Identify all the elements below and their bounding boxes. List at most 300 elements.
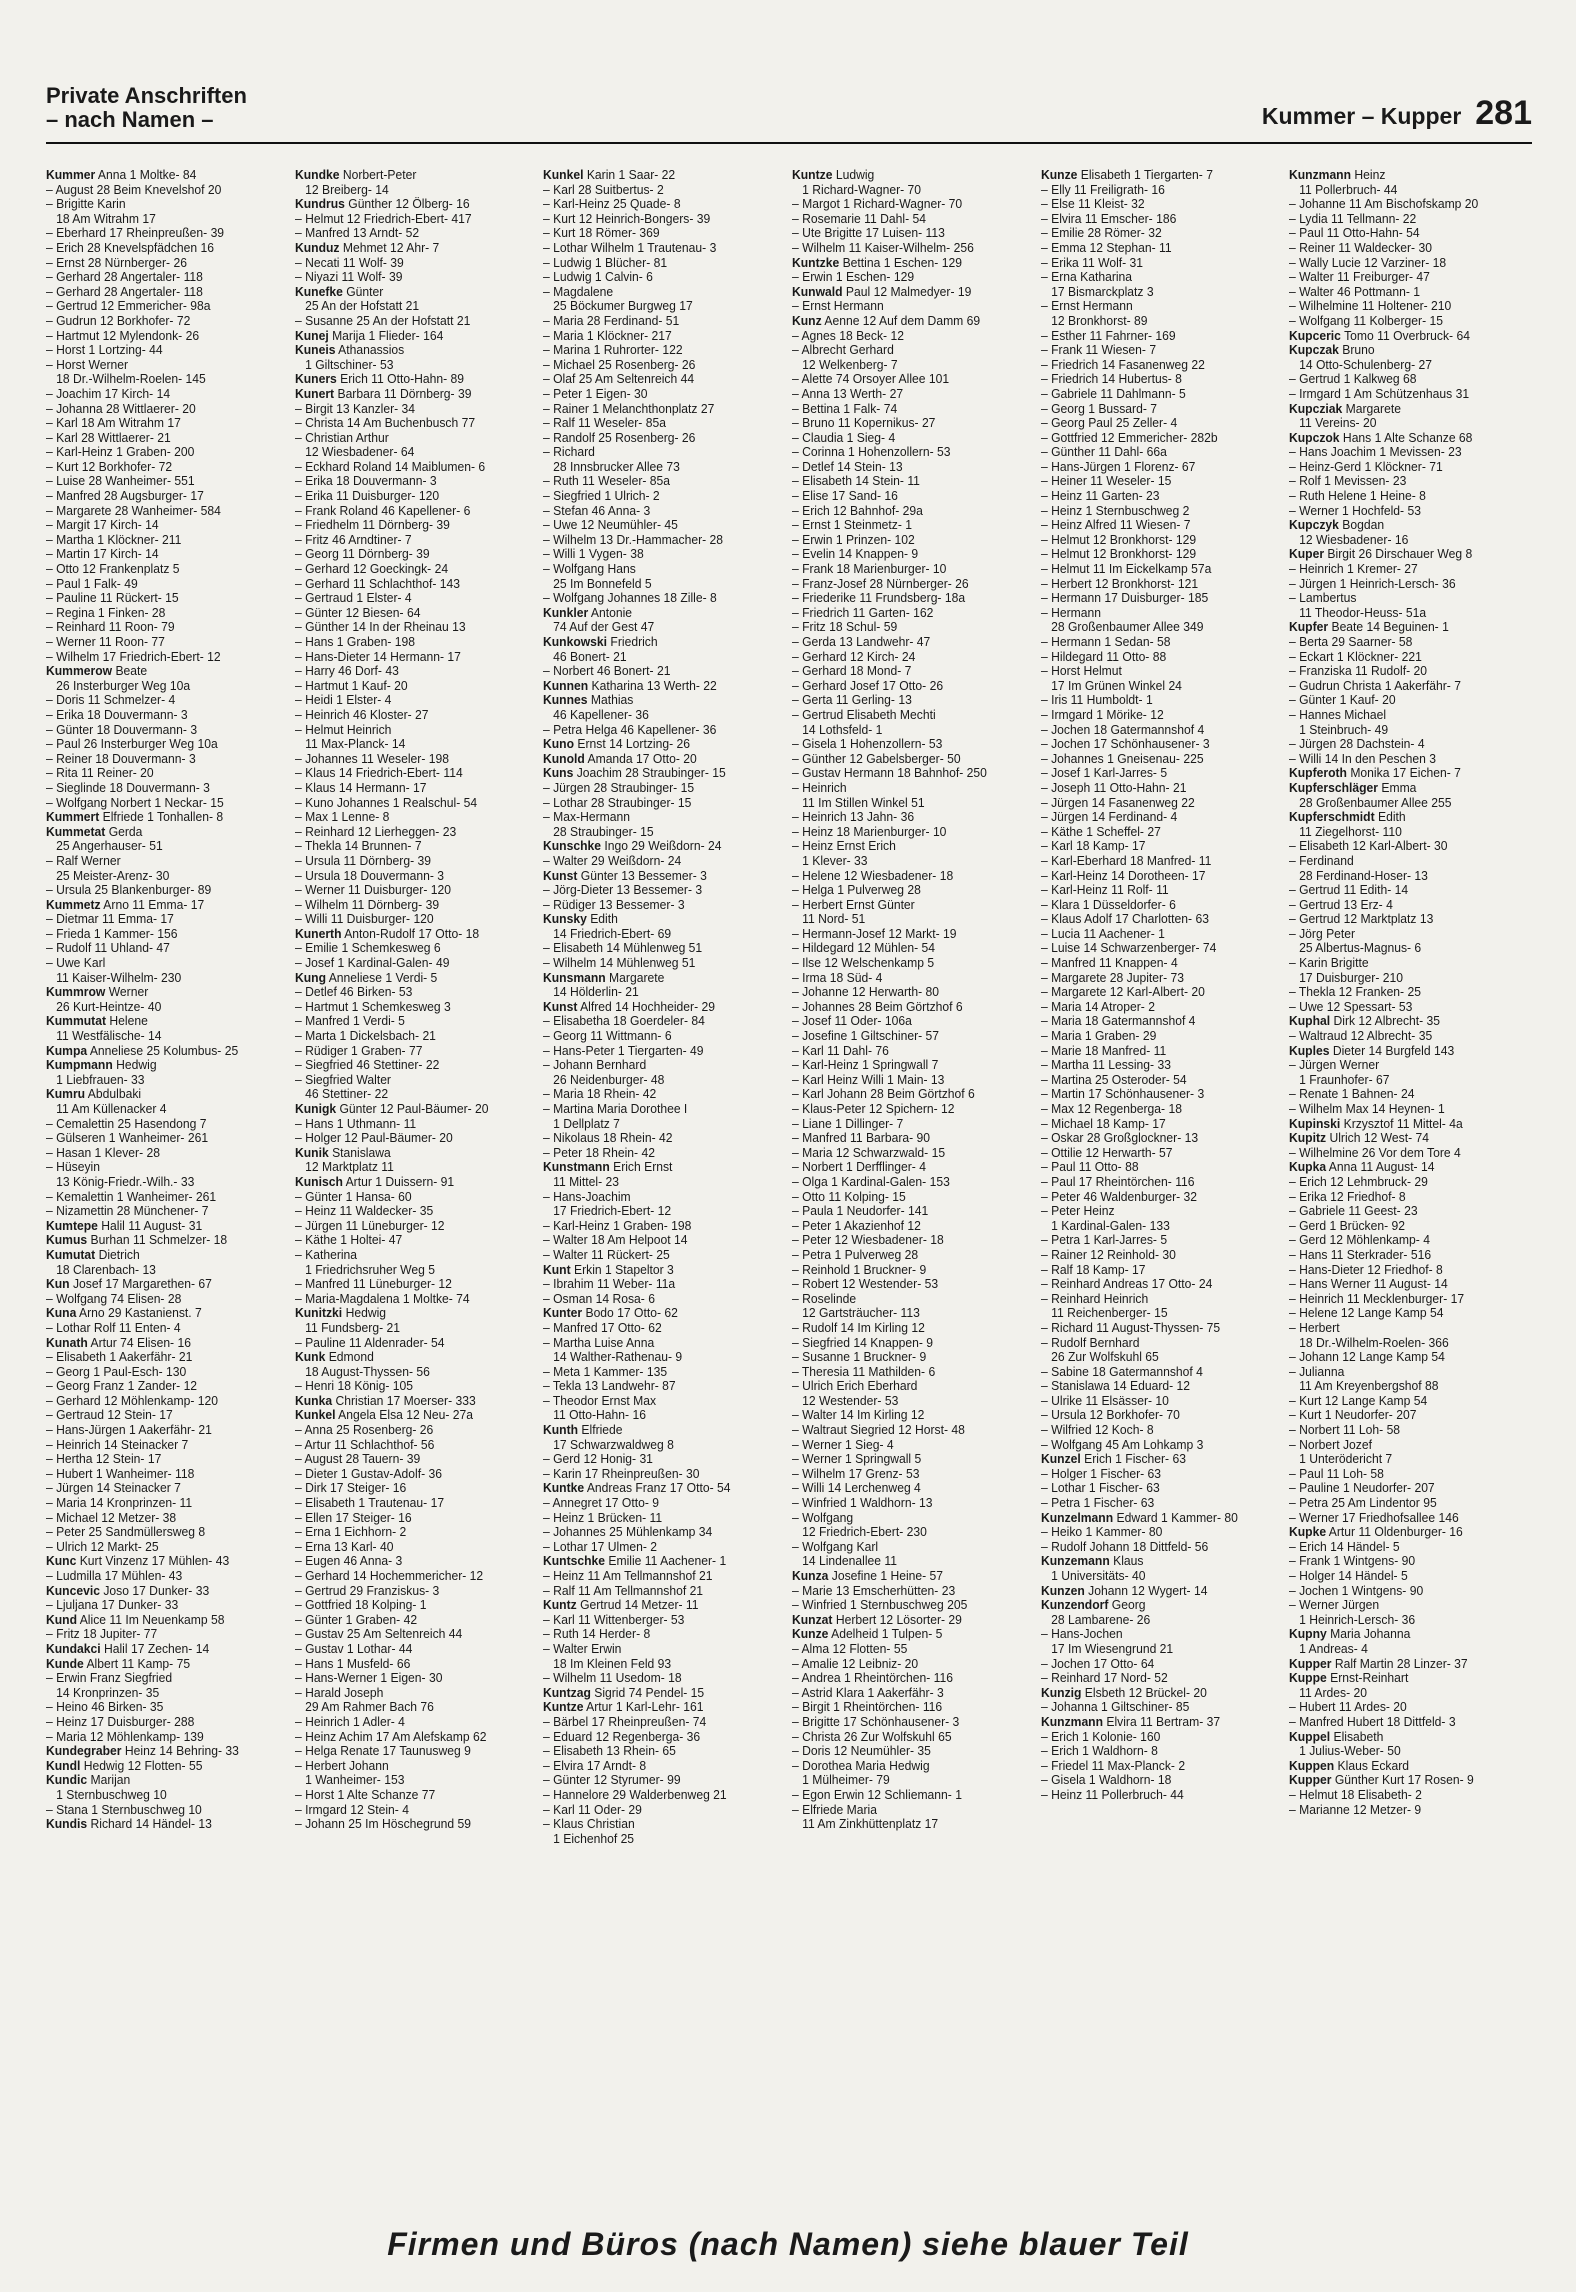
directory-entry: – Josefine 1 Giltschiner- 57 — [792, 1028, 940, 1044]
directory-entry: – Elly 11 Freiligrath- 16 — [1040, 181, 1165, 197]
directory-entry: – Johannes 1 Gneisenau- 225 — [1040, 750, 1204, 766]
directory-entry: – Helmut 12 Bronkhorst- 129 — [1040, 546, 1196, 562]
surname: Kunzmann — [1289, 168, 1352, 182]
surname: Kummer — [46, 168, 96, 182]
directory-entry: – Karl 11 Oder- 29 — [543, 1801, 643, 1817]
directory-entry: – Susanne 1 Bruckner- 9 — [792, 1349, 927, 1365]
directory-entry: – Margarete 28 Jupiter- 73 — [1040, 969, 1184, 985]
directory-entry: – Bettina 1 Falk- 74 — [792, 400, 898, 416]
directory-entry: – Bärbel 17 Rheinpreußen- 74 — [543, 1713, 707, 1729]
directory-entry: – Werner 1 Hochfeld- 53 — [1289, 502, 1422, 518]
directory-entry: – Lothar 1 Fischer- 63 — [1040, 1480, 1160, 1496]
directory-entry: – Erika 18 Douvermann- 3 — [46, 706, 188, 722]
directory-entry: – Reinhard 17 Nord- 52 — [1040, 1670, 1168, 1686]
directory-entry: – Elisabeth 12 Karl-Albert- 30 — [1289, 838, 1448, 854]
directory-entry: – Jürgen 28 Dachstein- 4 — [1289, 736, 1425, 752]
directory-entry: – Dorothea Maria Hedwig — [792, 1757, 930, 1773]
directory-entry: – Wolfgang Johannes 18 Zille- 8 — [543, 590, 718, 606]
directory-entry: – Marta 1 Dickelsbach- 21 — [294, 1028, 436, 1044]
directory-entry: – Otto 12 Frankenplatz 5 — [46, 561, 180, 577]
directory-entry: – Eduard 12 Regenberga- 36 — [543, 1728, 701, 1744]
directory-entry: 1 Giltschiner- 53 — [294, 356, 394, 372]
directory-entry: – Gertrud Elisabeth Mechti — [792, 706, 936, 722]
directory-entry: – Wally Lucie 12 Varziner- 18 — [1289, 254, 1447, 270]
directory-entry: – Johannes 25 Mühlenkamp 34 — [543, 1524, 713, 1540]
directory-entry: – Karl 28 Wittlaerer- 21 — [46, 429, 171, 445]
directory-entry: – Elisabeth 14 Mühlenweg 51 — [543, 940, 703, 956]
directory-entry: – Pauline 11 Rückert- 15 — [46, 590, 179, 606]
directory-entry: – Olaf 25 Am Seltenreich 44 — [543, 371, 695, 387]
directory-entry: 11 Nord- 51 — [792, 911, 866, 927]
directory-entry: – Manfred 11 Barbara- 90 — [792, 1130, 931, 1146]
directory-entry: 17 Im Wiesengrund 21 — [1040, 1640, 1173, 1656]
directory-entry: – Erwin 1 Prinzen- 102 — [792, 531, 915, 547]
directory-entry: – Erwin Franz Siegfried — [46, 1670, 173, 1686]
directory-entry: – Hans-Jürgen 1 Aakerfähr- 21 — [46, 1422, 212, 1438]
directory-entry: 46 Kapellener- 36 — [543, 706, 650, 722]
surname: Kuntze — [543, 1699, 584, 1715]
directory-entry: – Werner 1 Sieg- 4 — [792, 1436, 894, 1452]
directory-entry: – Heinz 17 Duisburger- 288 — [46, 1713, 195, 1729]
directory-entry: Kumutat Dietrich — [46, 1246, 140, 1262]
directory-entry: – Petra 25 Am Lindentor 95 — [1289, 1495, 1438, 1511]
directory-entry: – Hans-Dieter 14 Hermann- 17 — [294, 648, 461, 664]
directory-entry: – Helmut Heinrich — [294, 721, 392, 737]
directory-entry: Kumpmann Hedwig — [46, 1057, 157, 1073]
directory-entry: – Regina 1 Finken- 28 — [46, 604, 166, 620]
directory-entry: – Niyazi 11 Wolf- 39 — [294, 269, 403, 285]
directory-entry: – Manfred 11 Knappen- 4 — [1040, 955, 1178, 971]
directory-entry: – Ernst 1 Steinmetz- 1 — [792, 517, 913, 533]
surname: Kuntzag — [543, 1684, 592, 1700]
directory-entry: Kuper Birgit 26 Dirschauer Weg 8 — [1289, 546, 1473, 562]
section-title-line1: Private Anschriften — [46, 83, 247, 108]
surname: Kunold — [543, 750, 586, 766]
directory-entry: Kunzendorf Georg — [1040, 1597, 1146, 1613]
surname: Kunath — [46, 1334, 88, 1350]
directory-entry: – Rudolf 14 Im Kirling 12 — [792, 1319, 925, 1335]
directory-entry: – Ljuljana 17 Dunker- 33 — [46, 1597, 179, 1613]
directory-entry: – Georg Franz 1 Zander- 12 — [46, 1378, 198, 1394]
directory-entry: – Heinrich 1 Adler- 4 — [294, 1713, 405, 1729]
directory-entry: – Frieda 1 Kammer- 156 — [46, 925, 178, 941]
surname: Kung — [294, 969, 326, 985]
directory-entry: – Gisela 1 Waldhorn- 18 — [1040, 1772, 1172, 1788]
directory-entry: – Maria 1 Klöckner- 217 — [543, 327, 673, 343]
directory-entry: – Martha Luise Anna — [543, 1334, 655, 1350]
directory-entry: – Thekla 12 Franken- 25 — [1289, 984, 1422, 1000]
directory-entry: 11 Im Stillen Winkel 51 — [792, 794, 925, 810]
directory-entry: – Karl-Heinz 1 Springwall 7 — [792, 1057, 939, 1073]
directory-entry: – Holger 12 Paul-Bäumer- 20 — [294, 1130, 453, 1146]
directory-entry: – Peter 25 Sandmüllersweg 8 — [46, 1524, 206, 1540]
directory-entry: Kummer Anna 1 Moltke- 84 — [46, 168, 197, 182]
directory-entry: – Johanna 28 Wittlaerer- 20 — [46, 400, 196, 416]
directory-entry: – Wolfgang 11 Kolberger- 15 — [1289, 312, 1444, 328]
directory-entry: – Rudolf Bernhard — [1040, 1334, 1140, 1350]
directory-entry: – Winfried 1 Sternbuschweg 205 — [792, 1597, 968, 1613]
directory-entry: – Lothar Wilhelm 1 Trautenau- 3 — [543, 239, 717, 255]
directory-entry: – Johann Bernhard — [543, 1057, 647, 1073]
directory-entry: – Walter 11 Freiburger- 47 — [1289, 269, 1431, 285]
directory-entry: – Georg 1 Bussard- 7 — [1040, 400, 1157, 416]
directory-entry: – Werner 1 Springwall 5 — [792, 1451, 922, 1467]
directory-entry: – Reiner 18 Douvermann- 3 — [46, 750, 196, 766]
directory-entry: – Max 1 Lenne- 8 — [294, 809, 390, 825]
directory-entry: Kundrus Günther 12 Ölberg- 16 — [294, 196, 470, 212]
surname: Kun — [46, 1276, 70, 1292]
directory-entry: – Martha 11 Lessing- 33 — [1040, 1057, 1171, 1073]
surname: Kundke — [294, 168, 340, 182]
surname: Kuples — [1289, 1042, 1330, 1058]
page-header-right — [1262, 94, 1532, 133]
directory-entry: Kunigk Günter 12 Paul-Bäumer- 20 — [294, 1101, 489, 1116]
directory-entry: – Liane 1 Dillinger- 7 — [792, 1115, 904, 1131]
surname: Kupitz — [1289, 1130, 1327, 1146]
directory-entry: 17 Schwarzwaldweg 8 — [543, 1436, 675, 1452]
surname: Kunkel — [543, 168, 584, 182]
directory-entry: – Paul 1 Falk- 49 — [46, 575, 138, 591]
directory-entry: 14 Friedrich-Ebert- 69 — [543, 925, 672, 941]
surname: Kunza — [792, 1568, 829, 1583]
directory-entry: – Hans-Werner 1 Eigen- 30 — [294, 1670, 443, 1686]
directory-entry: Kummrow Werner — [46, 984, 149, 1000]
directory-entry: – Gustav 1 Lothar- 44 — [294, 1640, 413, 1656]
directory-entry: Kunath Artur 74 Elisen- 16 — [46, 1334, 191, 1350]
directory-entry: Kummetat Gerda — [46, 823, 143, 839]
directory-entry: – Ursula 25 Blankenburger- 89 — [46, 882, 212, 898]
directory-entry: – Gottfried 12 Emmericher- 282b — [1040, 429, 1218, 445]
directory-entry: Kuno Ernst 14 Lortzing- 26 — [543, 736, 691, 752]
directory-entry: – Detlef 14 Stein- 13 — [792, 458, 903, 474]
directory-entry: – Helmut 18 Elisabeth- 2 — [1289, 1786, 1423, 1802]
directory-entry: – Heinz 11 Garten- 23 — [1040, 488, 1160, 504]
surname: Kupczak — [1289, 342, 1340, 358]
directory-entry: – Paul 11 Otto- 88 — [1040, 1159, 1139, 1175]
directory-entry: – Kemalettin 1 Wanheimer- 261 — [46, 1188, 217, 1204]
directory-entry: Kupceric Tomo 11 Overbruck- 64 — [1289, 327, 1471, 343]
directory-entry: – Astrid Klara 1 Aakerfähr- 3 — [792, 1684, 944, 1700]
directory-entry: – Waltraud 12 Albrecht- 35 — [1289, 1028, 1433, 1044]
directory-entry: – Meta 1 Kammer- 135 — [543, 1363, 668, 1379]
directory-entry: – Wilhelm 13 Dr.-Hammacher- 28 — [543, 531, 724, 547]
directory-entry: Kupczyk Bogdan — [1289, 517, 1385, 533]
directory-entry: – Fritz 18 Schul- 59 — [792, 619, 898, 635]
directory-entry: – Heinz-Gerd 1 Klöckner- 71 — [1289, 458, 1444, 474]
directory-entry: 12 Wiesbadener- 16 — [1289, 531, 1409, 547]
directory-entry: Kumru Abdulbaki — [46, 1086, 142, 1102]
directory-entry: – Wilhelm 11 Dörnberg- 39 — [294, 896, 439, 912]
directory-entry: – Johanna 1 Giltschiner- 85 — [1040, 1699, 1190, 1715]
directory-entry: 12 Friedrich-Ebert- 230 — [792, 1524, 927, 1540]
directory-entry: Kupferschmidt Edith — [1289, 809, 1407, 825]
directory-entry: 1 Steinbruch- 49 — [1289, 721, 1389, 737]
directory-entry: – Hans-Dieter 12 Friedhof- 8 — [1289, 1261, 1444, 1277]
directory-entry: – Manfred 28 Augsburger- 17 — [46, 488, 204, 504]
surname: Kundrus — [294, 196, 345, 212]
directory-entry: – Sabine 18 Gatermannshof 4 — [1040, 1363, 1203, 1379]
directory-entry: – Paul 26 Insterburger Weg 10a — [46, 736, 218, 752]
directory-entry: – Werner 11 Duisburger- 120 — [294, 882, 451, 898]
surname: Kuncevic — [46, 1582, 100, 1598]
directory-entry: – Erich 1 Kolonie- 160 — [1040, 1728, 1161, 1744]
directory-entry: – Gerhard 28 Angertaler- 118 — [46, 269, 203, 285]
directory-entry: – Lothar 28 Straubinger- 15 — [543, 794, 692, 810]
directory-entry: Kunert Barbara 11 Dörnberg- 39 — [294, 385, 472, 401]
directory-entry: – Wolfgang Hans — [543, 561, 637, 577]
directory-entry: Kunkler Antonie — [543, 604, 633, 620]
directory-entry: – Reinhold 1 Bruckner- 9 — [792, 1261, 927, 1277]
directory-entry: – Christa 14 Am Buchenbusch 77 — [294, 415, 475, 431]
directory-entry: – Hannes Michael — [1289, 706, 1387, 722]
directory-entry: – Karin 17 Rheinpreußen- 30 — [543, 1465, 700, 1481]
footer-note: Firmen und Büros (nach Namen) siehe blauer Teil — [387, 2226, 1189, 2262]
directory-entry: Kunsky Edith — [543, 911, 619, 927]
directory-entry: – Olga 1 Kardinal-Galen- 153 — [792, 1173, 950, 1189]
surname: Kunkler — [543, 604, 589, 620]
directory-entry: – Wilhelm 11 Usedom- 18 — [543, 1670, 683, 1686]
directory-entry: 17 Im Grünen Winkel 24 — [1040, 677, 1182, 693]
directory-entry: 1 Mülheimer- 79 — [792, 1772, 890, 1788]
directory-entry: – Kurt 12 Lange Kamp 54 — [1289, 1392, 1428, 1408]
surname: Kupczok — [1289, 429, 1340, 445]
directory-entry: – Herbert Johann — [294, 1757, 389, 1773]
directory-entry: Kunzemann Klaus — [1040, 1553, 1144, 1569]
directory-entry: – Uwe Karl — [46, 955, 106, 971]
directory-entry: – Margit 17 Kirch- 14 — [46, 517, 159, 533]
directory-entry: 29 Am Rahmer Bach 76 — [294, 1699, 434, 1715]
surname: Kuntze — [792, 168, 833, 182]
surname: Kuppen — [1289, 1757, 1335, 1773]
surname: Kunik — [294, 1144, 329, 1160]
directory-entry: – Walter Erwin — [543, 1640, 622, 1656]
directory-entry: – Gudrun Christa 1 Aakerfähr- 7 — [1289, 677, 1462, 693]
directory-entry: – Katherina — [294, 1246, 357, 1262]
directory-entry: – Johann 25 Im Höschegrund 59 — [294, 1816, 471, 1832]
directory-entry: – Rosemarie 11 Dahl- 54 — [792, 210, 926, 226]
directory-entry: – Willi 14 In den Peschen 3 — [1289, 750, 1437, 766]
directory-entry: – Gertrud 12 Marktplatz 13 — [1289, 911, 1434, 927]
directory-entry: – Gerhard 12 Goeckingk- 24 — [294, 561, 448, 577]
directory-entry: Kupczok Hans 1 Alte Schanze 68 — [1289, 429, 1473, 445]
directory-entry: – Maria 18 Gatermannshof 4 — [1040, 1013, 1196, 1029]
directory-entry: – Martin 17 Kirch- 14 — [46, 546, 159, 562]
directory-entry: – Albrecht Gerhard — [792, 342, 894, 358]
directory-entry: – Walter 46 Pottmann- 1 — [1289, 283, 1421, 299]
directory-entry: 1 Heinrich-Lersch- 36 — [1289, 1611, 1416, 1627]
directory-entry: – Siegfried Walter — [294, 1071, 391, 1087]
name-range: Kummer – Kupper — [1261, 103, 1462, 129]
directory-entry: – Gottfried 18 Kolping- 1 — [294, 1597, 427, 1613]
directory-entry: – Hasan 1 Klever- 28 — [46, 1144, 160, 1160]
directory-entry: – Ernst 28 Nürnberger- 26 — [46, 254, 187, 270]
directory-entry: – Horst 1 Lortzing- 44 — [46, 342, 163, 358]
directory-entry: – Friederike 11 Frundsberg- 18a — [792, 590, 966, 606]
directory-entry: – Gerd 12 Möhlenkamp- 4 — [1289, 1232, 1431, 1248]
directory-entry: Kunefke Günter — [294, 283, 384, 299]
surname: Kunefke — [294, 283, 343, 299]
directory-entry: – Ruth Helene 1 Heine- 8 — [1289, 488, 1427, 504]
surname: Kummerow — [46, 663, 113, 679]
surname: Kunzendorf — [1040, 1597, 1109, 1613]
directory-entry: – Eugen 46 Anna- 3 — [294, 1553, 402, 1569]
directory-entry: – Maria 12 Möhlenkamp- 139 — [46, 1728, 204, 1744]
directory-entry: Kummutat Helene — [46, 1013, 148, 1029]
directory-entry: – Elisabeth 14 Stein- 11 — [792, 473, 920, 489]
directory-entry: Kunitzki Hedwig — [294, 1305, 386, 1321]
directory-entry: – Annegret 17 Otto- 9 — [543, 1495, 660, 1511]
directory-entry: Kuntzke Bettina 1 Eschen- 129 — [792, 254, 962, 270]
directory-entry: – Anna 25 Rosenberg- 26 — [294, 1422, 433, 1438]
directory-entry: – Corinna 1 Hohenzollern- 53 — [792, 444, 951, 460]
directory-entry: – Eckart 1 Klöckner- 221 — [1289, 648, 1423, 664]
surname: Kunze — [1040, 168, 1078, 182]
directory-entry: – Emma 12 Stephan- 11 — [1040, 239, 1172, 255]
directory-entry: – Helga 1 Pulverweg 28 — [792, 882, 921, 898]
directory-entry: – Osman 14 Rosa- 6 — [543, 1290, 656, 1306]
directory-entry: 1 Fraunhofer- 67 — [1289, 1071, 1390, 1087]
directory-entry: – Horst Werner — [46, 356, 129, 372]
directory-entry: – Pauline 11 Aldenrader- 54 — [294, 1334, 445, 1350]
directory-entry: Kupper Günther Kurt 17 Rosen- 9 — [1289, 1772, 1475, 1788]
surname: Kuntschke — [543, 1553, 606, 1569]
directory-entry: – Reinhard Andreas 17 Otto- 24 — [1040, 1276, 1213, 1292]
directory-entry: 14 Otto-Schulenberg- 27 — [1289, 356, 1433, 372]
directory-entry: Kummerow Beate — [46, 663, 148, 679]
directory-entry: – Gerd 1 Brücken- 92 — [1289, 1217, 1406, 1233]
directory-entry: – Erna 13 Karl- 40 — [294, 1538, 394, 1554]
directory-entry: – Gerta 11 Gerling- 13 — [792, 692, 912, 708]
directory-entry: Kunst Günter 13 Bessemer- 3 — [543, 867, 708, 883]
directory-entry: Kunwald Paul 12 Malmedyer- 19 — [792, 283, 972, 299]
directory-entry: 26 Kurt-Heintze- 40 — [46, 998, 162, 1014]
directory-entry: – Rainer 12 Reinhold- 30 — [1040, 1246, 1176, 1262]
directory-entry: – Rüdiger 1 Graben- 77 — [294, 1042, 423, 1058]
directory-entry: – Erika 18 Douvermann- 3 — [294, 473, 437, 489]
directory-entry: – Max 12 Regenberga- 18 — [1040, 1101, 1182, 1116]
directory-entry: – Julianna — [1289, 1363, 1345, 1379]
directory-entry: 11 Ardes- 20 — [1289, 1684, 1368, 1700]
directory-entry: – Ibrahim 11 Weber- 11a — [543, 1276, 676, 1292]
directory-entry: – Doris 11 Schmelzer- 4 — [46, 692, 176, 708]
directory-entry: Kupferschläger Emma — [1289, 779, 1417, 795]
directory-entry: – Ursula 12 Borkhofer- 70 — [1040, 1407, 1180, 1423]
directory-entry: – Erika 11 Duisburger- 120 — [294, 488, 439, 504]
directory-entry: – Ursula 11 Dörnberg- 39 — [294, 852, 431, 868]
directory-entry: – Ellen 17 Steiger- 16 — [294, 1509, 412, 1525]
directory-entry: – Eberhard 17 Rheinpreußen- 39 — [46, 225, 225, 241]
directory-entry: – Ludwig 1 Blücher- 81 — [543, 254, 668, 270]
directory-entry: Kunsmann Margarete — [543, 969, 665, 985]
directory-entry: Kupfer Beate 14 Beguinen- 1 — [1289, 619, 1450, 635]
directory-entry: – Walter 14 Im Kirling 12 — [792, 1407, 925, 1423]
directory-entry: – Maria 12 Schwarzwald- 15 — [792, 1144, 946, 1160]
surname: Kuno — [543, 736, 575, 752]
directory-entry: – Erika 12 Friedhof- 8 — [1289, 1188, 1407, 1204]
directory-column-1 — [46, 168, 269, 2208]
surname: Kumtepe — [46, 1217, 98, 1233]
directory-entry: Kunej Marija 1 Flieder- 164 — [294, 327, 444, 343]
directory-entry: – Karl 11 Dahl- 76 — [792, 1042, 889, 1058]
directory-entry: 18 Im Kleinen Feld 93 — [543, 1655, 672, 1671]
directory-entry: – Karl-Heinz 14 Dorotheen- 17 — [1040, 867, 1206, 883]
directory-entry: – Georg 11 Dörnberg- 39 — [294, 546, 430, 562]
directory-entry: – Hannelore 29 Walderbenweg 21 — [543, 1786, 728, 1802]
directory-entry: – Margarete 12 Karl-Albert- 20 — [1040, 984, 1205, 1000]
surname: Kunisch — [294, 1173, 343, 1189]
directory-entry: 28 Innsbrucker Allee 73 — [543, 458, 681, 474]
surname: Kuneis — [294, 342, 336, 358]
directory-entry: – Susanne 25 An der Hofstatt 21 — [294, 312, 471, 328]
directory-entry: – Gerhard 14 Hochemmericher- 12 — [294, 1568, 483, 1583]
directory-entry: Kuphal Dirk 12 Albrecht- 35 — [1289, 1013, 1441, 1029]
directory-entry: – Hertha 12 Stein- 17 — [46, 1451, 162, 1467]
directory-entry: Kunk Edmond — [294, 1349, 374, 1365]
directory-entry: Kupinski Krzysztof 11 Mittel- 4a — [1289, 1115, 1464, 1131]
surname: Kundis — [46, 1816, 88, 1832]
directory-entry: – Thekla 14 Brunnen- 7 — [294, 838, 422, 854]
directory-entry: – Karin Brigitte — [1289, 955, 1369, 971]
directory-entry: Kupczak Bruno — [1289, 342, 1376, 358]
directory-entry: – Brigitte 17 Schönhausener- 3 — [792, 1713, 960, 1729]
directory-entry: Kunzmann Elvira 11 Bertram- 37 — [1040, 1713, 1220, 1729]
directory-entry: 11 Reichenberger- 15 — [1040, 1305, 1168, 1321]
directory-entry: Kundis Richard 14 Händel- 13 — [46, 1816, 212, 1832]
directory-entry: – Maria 14 Kronprinzen- 11 — [46, 1495, 193, 1511]
directory-entry: 25 Albertus-Magnus- 6 — [1289, 940, 1422, 956]
surname: Kupka — [1289, 1159, 1327, 1175]
directory-entry: – Rudolf 11 Uhland- 47 — [46, 940, 170, 956]
directory-entry: Kunzen Johann 12 Wygert- 14 — [1040, 1582, 1208, 1598]
directory-entry: Kunc Kurt Vinzenz 17 Mühlen- 43 — [46, 1553, 230, 1569]
directory-entry: – Gerhard Josef 17 Otto- 26 — [792, 677, 944, 693]
directory-entry: – Theodor Ernst Max — [543, 1392, 657, 1408]
section-title — [46, 84, 247, 132]
directory-entry: – Maria-Magdalena 1 Moltke- 74 — [294, 1290, 470, 1306]
directory-entry: Kun Josef 17 Margarethen- 67 — [46, 1276, 212, 1292]
directory-entry: 11 Pollerbruch- 44 — [1289, 181, 1398, 197]
directory-entry: – Jochen 18 Gatermannshof 4 — [1040, 721, 1204, 737]
directory-entry: – Norbert 1 Derfflinger- 4 — [792, 1159, 926, 1175]
directory-entry: – Lothar Rolf 11 Enten- 4 — [46, 1319, 181, 1335]
directory-entry: – Friedrich 14 Hubertus- 8 — [1040, 371, 1182, 387]
directory-entry: – Günter 12 Biesen- 64 — [294, 604, 421, 620]
directory-column-5 — [1041, 168, 1264, 2208]
directory-entry: – Ralf 11 Am Tellmannshof 21 — [543, 1582, 704, 1598]
directory-entry: Kumpa Anneliese 25 Kolumbus- 25 — [46, 1042, 239, 1058]
directory-entry: Kunkel Karin 1 Saar- 22 — [543, 168, 676, 182]
surname: Kupferschläger — [1289, 779, 1379, 795]
surname: Kupferoth — [1289, 765, 1348, 781]
directory-entry: – Josef 1 Karl-Jarres- 5 — [1040, 765, 1167, 781]
directory-entry: – Karl-Heinz 1 Graben- 198 — [543, 1217, 692, 1233]
directory-entry: 13 König-Friedr.-Wilh.- 33 — [46, 1173, 195, 1189]
directory-entry: – Gertrud 11 Edith- 14 — [1289, 882, 1409, 898]
directory-entry: – Tekla 13 Landwehr- 87 — [543, 1378, 676, 1394]
directory-entry: – Ursula 18 Douvermann- 3 — [294, 867, 444, 883]
directory-entry: – Jürgen 28 Straubinger- 15 — [543, 779, 695, 795]
directory-entry: Kunstmann Erich Ernst — [543, 1159, 673, 1175]
directory-entry: Kundke Norbert-Peter — [294, 168, 417, 182]
directory-entry: – Erwin 1 Eschen- 129 — [792, 269, 915, 285]
directory-entry: – Gertrud 29 Franziskus- 3 — [294, 1582, 439, 1598]
directory-entry: 46 Bonert- 21 — [543, 648, 627, 664]
directory-entry: – Birgit 13 Kanzler- 34 — [294, 400, 415, 416]
directory-entry: – Hans Joachim 1 Mevissen- 23 — [1289, 444, 1462, 460]
directory-entry: – Herbert — [1289, 1319, 1340, 1335]
directory-entry: – August 28 Beim Knevelshof 20 — [46, 181, 222, 197]
directory-entry: 11 Westfälische- 14 — [46, 1028, 162, 1044]
